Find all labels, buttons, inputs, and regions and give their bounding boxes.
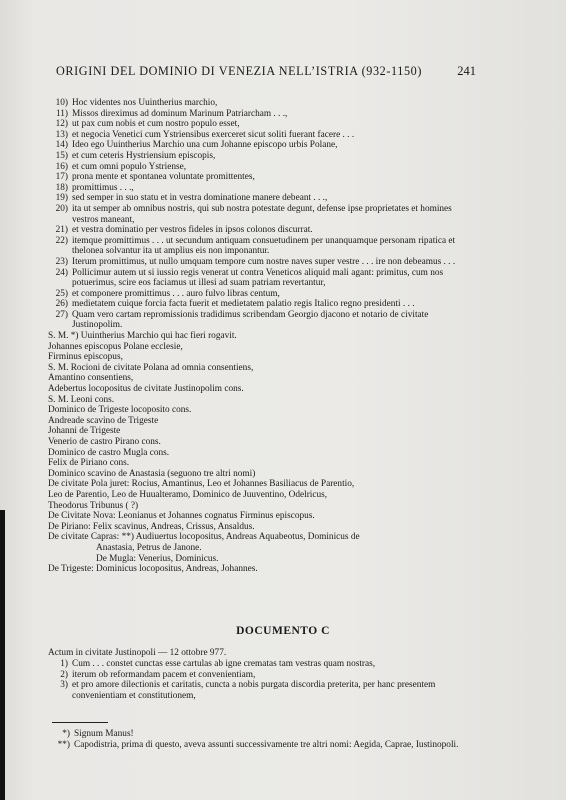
section-heading: DOCUMENTO C [236,625,330,637]
numbered-line: 18) promittimus . . ., [55,182,134,193]
numbered-line: 26) medietatem cuique forcia facta fuerit et medietatem palatio regis Italico regno presidenti . . . [55,299,415,310]
numbered-line: 21) et vestra dominatio per vestros fideles in ipsos colonos discurrat. [55,225,313,236]
page-number: 241 [457,64,476,78]
signatory-line: Dominico scavino de Anastasia (seguono tre altri nomi) [48,468,256,479]
footnote: *) Signum Manus! [62,729,134,739]
signatory-line: S. M. *) Uuintherius Marchio qui hac fieri rogavit. [48,331,237,342]
signatory-line: Johannes episcopus Polane ecclesie, [48,341,183,352]
signatory-line: Anastasia, Petrus de Janone. [96,542,202,553]
numbered-line: 17) prona mente et spontanea voluntate promittentes, [55,172,255,183]
numbered-line: 20) ita ut semper ab omnibus nostris, qui sub nostra potestate degunt, defense ipse proprietates et homines vestros maneant, [55,203,452,225]
signatory-line: Theodorus Tribunus ( ?) [48,500,139,511]
numbered-line: 16) et cum omni populo Ystriense, [55,161,187,172]
signatory-line: De Mugla: Venerius, Dominicus. [96,553,219,564]
running-header [56,64,476,79]
signatory-line: De Trigeste: Dominicus locopositus, Andreas, Johannes. [48,564,258,575]
signatory-line: Johanni de Trigeste [48,426,121,437]
signatory-line: Andreade scavino de Trigeste [48,415,159,426]
signatory-line: De civitate Capras: **) Audiuertus locopositus, Andreas Aquabeotus, Dominicus de [48,532,360,543]
numbered-line: 12) ut pax cum nobis et cum nostro populo esset, [55,119,240,130]
numbered-line: 19) sed semper in suo statu et in vestra dominatione manere debeant . . ., [55,193,328,204]
signatory-line: Venerio de castro Pirano cons. [48,437,161,447]
numbered-line: 25) et componere promittimus . . . auro fulvo libras centum, [55,288,280,299]
document-c-text [48,648,480,702]
footnote: **) Capodistria, prima di questo, aveva assunti successivamente tre altri nomi: Aegida, Caprae, Iustinopoli. [57,740,459,750]
signatory-line: De Piriano: Felix scavinus, Andreas, Crissus, Ansaldus. [48,521,255,532]
signatory-line: Amantino consentiens, [48,373,134,384]
numbered-line: 1) Cum . . . constet cunctas esse cartulas ab igne crematas tam vestras quam nostras, [60,658,376,669]
numbered-line: 24) Pollicimur autem ut si iussio regis venerat ut contra Veneticos aliquid mali agant: primitus, cum nos potuerimus, scire eos faciamus ut illesi ad suam patriam revertantur, [55,267,444,289]
numbered-line: 22) itemque promittimus . . . ut secundum antiquam consuetudinem per unanquamque personam ripatica et theloneа solvantur ita ut amplius eis non imponantur. [55,235,456,257]
dateline: Actum in civitate Justinopoli — 12 ottobre 977. [48,648,227,658]
numbered-line: 2) iterum ob reformandam pacem et convenientiam, [60,669,256,680]
numbered-line: 27) Quam vero cartam repromissionis tradidimus scribendam Georgio djacono et notario de civitate Justinopolim. [55,309,429,331]
numbered-line: 14) Ideo ego Uuintherius Marchio una cum Johanne episcopo urbis Polane, [55,140,338,151]
charter-text [48,98,480,575]
numbered-line: 10) Hoc videntes nos Uuintherius marchio, [55,98,218,108]
numbered-line: 3) et pro amore dilectionis et caritatis, cuncta a nobis purgata discordia preterita, per hanc presentem convenientiam et constitutionem, [60,680,436,702]
numbered-line: 23) Iterum promittimus, ut nullo umquam tempore cum nostre naves super vestre . . . ire non debeamus . . . [55,256,456,267]
signatory-line: Leo de Parentio, Leo de Huualteramo, Dominico de Juuventino, Odelricus, [48,489,328,500]
footnotes [48,729,480,751]
numbered-line: 13) et negocia Venetici cum Ystriensibus exerceret sicut soliti fuerant facere . . . [55,129,355,140]
header-title: ORIGINI DEL DOMINIO DI VENEZIA NELL’ISTRIA (932-1150) [56,64,422,78]
signatory-line: De Civitate Nova: Leonianus et Johannes cognatus Firminus episcopus. [48,511,315,522]
numbered-line: 11) Missos direximus ad dominum Marinum Patriarcham . . ., [55,108,288,119]
signatory-line: S. M. Rocioni de civitate Polana ad omnia consentiens, [48,362,254,373]
signatory-line: Adebertus locopositus de civitate Justinopolim cons. [48,384,244,395]
signatory-line: De civitate Pola juret: Rocius, Amantinus, Leo et Johannes Basiliacus de Parentio, [48,479,355,490]
signatory-line: Dominico de Trigeste locoposito cons. [48,405,192,416]
signatory-line: Firminus episcopus, [48,352,123,363]
footnote-separator [52,722,108,723]
signatory-line: S. M. Leoni cons. [48,394,115,405]
scan-edge-shadow [0,510,5,800]
signatory-line: Felix de Piriano cons. [48,458,130,469]
signatory-line: Dominico de castro Mugla cons. [48,447,170,458]
numbered-line: 15) et cum ceteris Hystriensium episcopis, [55,150,216,161]
